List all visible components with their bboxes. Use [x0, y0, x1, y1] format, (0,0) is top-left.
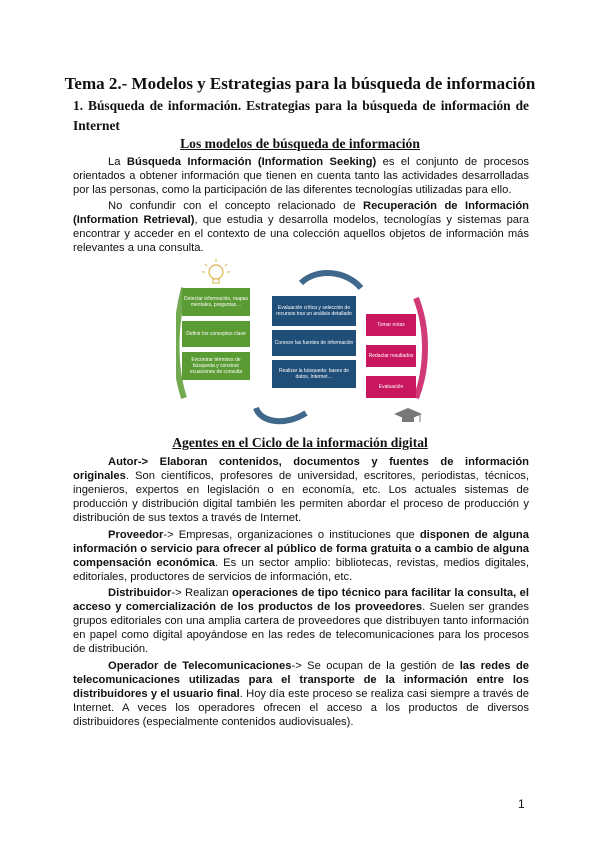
agents-heading: Agentes en el Ciclo de la información digital: [172, 435, 428, 450]
models-heading: Los modelos de búsqueda de información: [180, 136, 420, 151]
step-define-concepts: Definir los conceptos clave: [182, 321, 250, 347]
graduation-cap-icon: [394, 408, 422, 422]
step-detect-info: Detectar información, mapas mentales, preguntas…: [182, 288, 250, 316]
page-number: 1: [518, 797, 525, 811]
step-write-results: Redactar resultados: [366, 345, 416, 367]
step-critical-evaluation: Evaluación crítica y selección de recursos tras un análisis detallado: [272, 296, 356, 326]
section-heading: 1. Búsqueda de información. Estrategias para la búsqueda de información de Internet: [73, 98, 529, 133]
step-perform-search: Realizar la búsqueda: bases de datos, Internet…: [272, 360, 356, 388]
agent-distribuidor: Distribuidor-> Realizan operaciones de tipo técnico para facilitar la consulta, el acceso y comercialización de los productos de los proveedores. Suelen ser grandes grupos editoriales con una amplia cartera de proveedores que distribuyen tanto información en papel como digital apoyándose en las redes de telecomunicaciones para los procesos de distribución.: [73, 587, 529, 655]
agent-operador: Operador de Telecomunicaciones-> Se ocupan de la gestión de las redes de telecomunicaciones utilizadas para el transporte de la información entre los distribuidores y el usuario final. Hoy día este proceso se realiza casi siempre a través de Internet. A veces los operadores ofrecen el acceso a los productos de diversos distribuidores (especialmente contenidos audiovisuales).: [73, 660, 530, 728]
models-paragraph-1: La Búsqueda Información (Information Seeking) es el conjunto de procesos orientados a obtener información que tienen en cuenta tanto las actividades desarrolladas por las personas, como la participación de las diferentes tecnologías utilizadas para ello.: [73, 156, 530, 196]
models-paragraph-2: No confundir con el concepto relacionado de Recuperación de Información (Information Retrieval), que estudia y desarrolla modelos, tecnologías y sistemas para encontrar y acceder en el contexto de una colección aquellos objetos de información más relevantes a una consulta.: [73, 200, 529, 254]
step-know-sources: Conocer las fuentes de información: [272, 330, 356, 356]
agent-proveedor: Proveedor-> Empresas, organizaciones o instituciones que disponen de alguna información o servicio para ofrecer al público de forma gratuita o a cambio de alguna compensación económica. Es un sector amplio: bibliotecas, revistas, medios digitales, editoriales, productores de servicios de información, etc.: [73, 529, 529, 583]
search-process-diagram: [176, 258, 431, 428]
agent-autor: Autor-> Elaboran contenidos, documentos y fuentes de información originales. Son científicos, profesores de universidad, escritores, periodistas, técnicos, ingenieros, expertos en legislación o en economía, etc. Los actuales sistemas de producción y distribución digital también les permiten abordar el proceso de producción y distribución de sus textos a través de Internet.: [73, 456, 529, 524]
step-evaluation: Evaluación: [366, 376, 416, 398]
step-take-notes: Tomar notas: [366, 314, 416, 336]
lightbulb-icon: [202, 259, 230, 283]
step-search-terms: Encontrar términos de búsqueda y construir ecuaciones de consulta: [182, 352, 250, 380]
document-title: Tema 2.- Modelos y Estrategias para la búsqueda de información: [64, 74, 536, 93]
